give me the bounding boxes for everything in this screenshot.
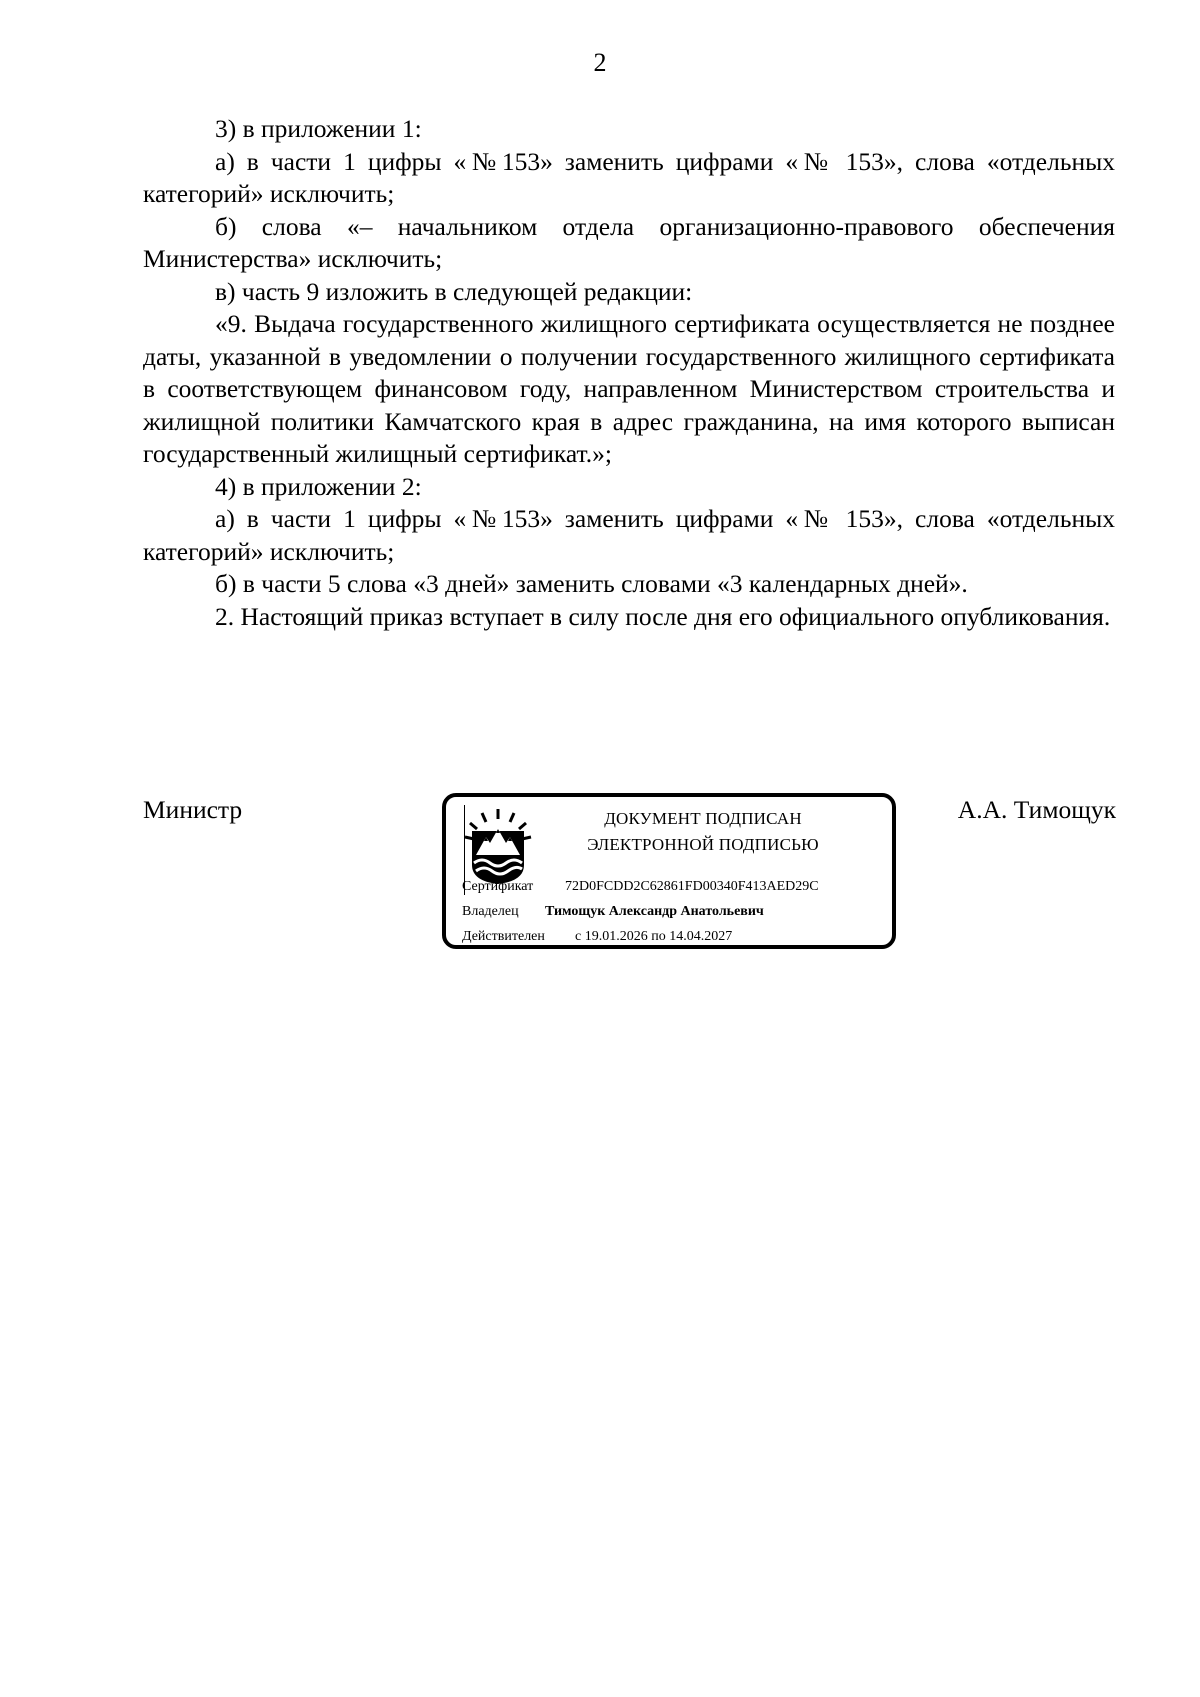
signer-title: Министр <box>143 795 243 824</box>
stamp-certificate-row <box>462 877 819 897</box>
stamp-owner-row <box>462 902 764 922</box>
validity-label: Действителен <box>462 929 545 944</box>
paragraph-appendix-2-a: а) в части 1 цифры «№153» заменить цифрами «№ 153», слова «отдельных категорий» исключить; <box>143 504 1115 566</box>
paragraph-appendix-1-v: в) часть 9 изложить в следующей редакции: <box>215 276 693 306</box>
paragraph-appendix-2: 4) в приложении 2: <box>215 471 422 501</box>
paragraph-appendix-1-a: а) в части 1 цифры «№153» заменить цифрами «№ 153», слова «отдельных категорий» исключить; <box>143 146 1115 208</box>
paragraph-appendix-2-b: б) в части 5 слова «3 дней» заменить словами «3 календарных дней». <box>215 569 968 598</box>
page-number: 2 <box>593 48 607 77</box>
stamp-heading-line-2: ЭЛЕКТРОННОЙ ПОДПИСЬЮ <box>587 835 819 854</box>
kamchatka-coat-of-arms-icon <box>462 807 534 885</box>
stamp-validity-row <box>462 927 732 947</box>
document-body <box>143 113 1115 633</box>
paragraph-effective-date: 2. Настоящий приказ вступает в силу после дня его официального опубликования. <box>215 601 1111 631</box>
certificate-label: Сертификат <box>462 879 534 894</box>
paragraph-appendix-1: 3) в приложении 1: <box>215 114 422 143</box>
stamp-heading-line-1: ДОКУМЕНТ ПОДПИСАН <box>604 809 802 828</box>
signer-name: А.А. Тимощук <box>957 795 1116 824</box>
electronic-signature-stamp <box>442 793 896 949</box>
paragraph-part-9-text: «9. Выдача государственного жилищного сертификата осуществляется не позднее даты, указанной в уведомлении о получении государственного жилищного сертификата в соответствующем финансовом году, направленном Министерством строительства и жилищной политики Камчатского края в адрес гражданина, на имя которого выписан государственный жилищный сертификат.»; <box>143 309 1115 468</box>
owner-value: Тимощук Александр Анатольевич <box>545 904 764 919</box>
owner-label: Владелец <box>462 904 519 919</box>
stamp-heading <box>558 806 848 858</box>
paragraph-appendix-1-b: б) слова «– начальником отдела организационно-правового обеспечения Министерства» исключить; <box>143 211 1115 273</box>
validity-value: с 19.01.2026 по 14.04.2027 <box>575 929 733 944</box>
certificate-value: 72D0FCDD2C62861FD00340F413AED29C <box>565 879 819 894</box>
